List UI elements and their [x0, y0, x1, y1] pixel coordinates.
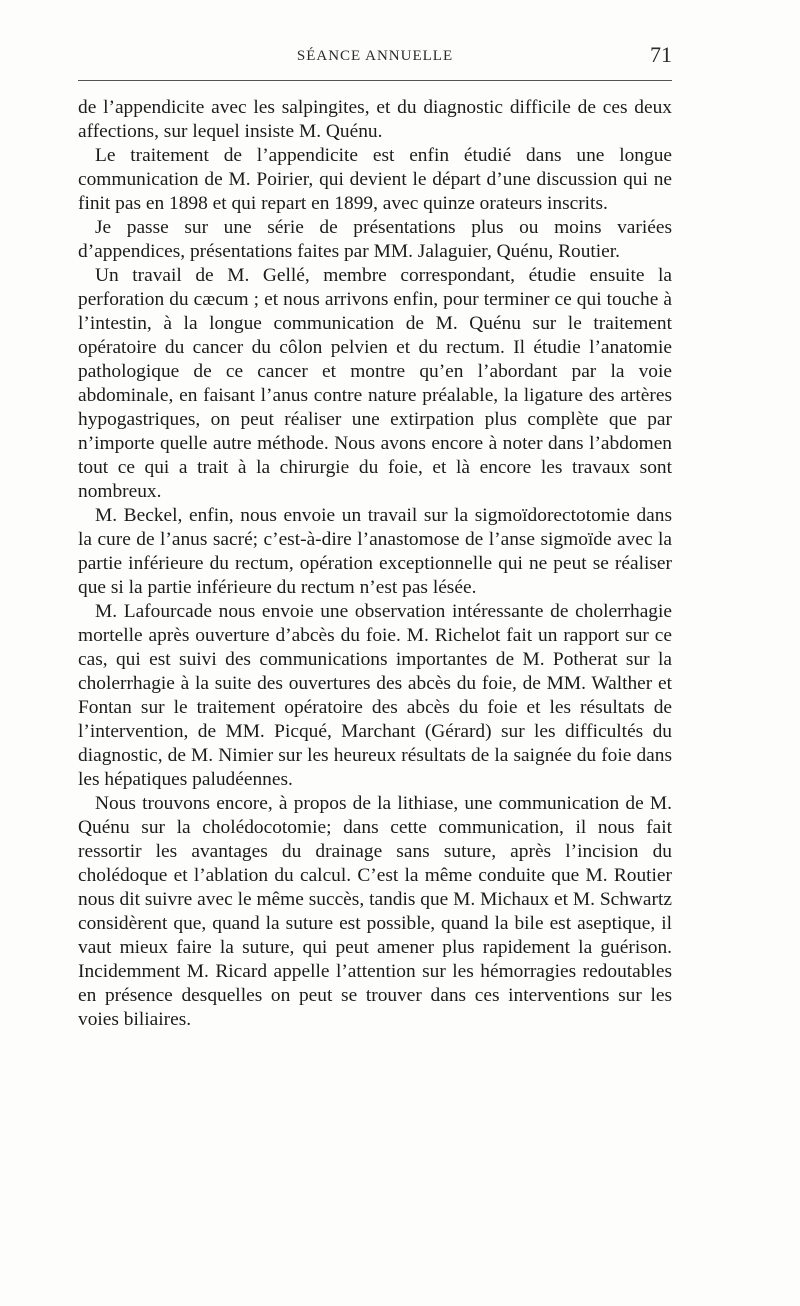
paragraph-1: de l’appendicite avec les salpingites, et du diagnostic difficile de ces deux affections, sur lequel insiste M. Quénu. [78, 97, 672, 142]
paragraph-3: Je passe sur une série de présentations plus ou moins variées d’appendices, présentations faites par MM. Jalaguier, Quénu, Routier. [78, 217, 672, 262]
paragraph-7: Nous trouvons encore, à propos de la lithiase, une communication de M. Quénu sur la cholédocotomie; dans cette communication, il nous fait ressortir les avantages du drainage sans suture, après l’incision du cholédoque et l’ablation du calcul. C’est la même conduite que M. Routier nous dit suivre avec le même succès, tandis que M. Michaux et M. Schwartz considèrent que, quand la suture est possible, quand la bile est aseptique, il vaut mieux faire la suture, qui peut amener plus rapidement la guérison. Incidemment M. Ricard appelle l’attention sur les hémorragies redoutables en présence desquelles on peut se trouver dans ces interventions sur les voies biliaires. [78, 793, 672, 1030]
page-number: 71 [650, 42, 672, 67]
header-rule [78, 80, 672, 81]
paragraph-5: M. Beckel, enfin, nous envoie un travail sur la sigmoïdorectotomie dans la cure de l’anus sacré; c’est-à-dire l’anastomose de l’anse sigmoïde avec la partie inférieure du rectum, opération exceptionnelle qui ne peut se réaliser que si la partie inférieure du rectum n’est pas lésée. [78, 505, 672, 598]
paragraph-6: M. Lafourcade nous envoie une observation intéressante de cholerrhagie mortelle après ouverture d’abcès du foie. M. Richelot fait un rapport sur ce cas, qui est suivi des communications importantes de M. Potherat sur la cholerrhagie à la suite des ouvertures des abcès du foie, de MM. Walther et Fontan sur le traitement opératoire des abcès du foie et les résultats de l’intervention, de MM. Picqué, Marchant (Gérard) sur les difficultés du diagnostic, de M. Nimier sur les heureux résultats de la saignée du foie dans les hépatiques paludéennes. [78, 601, 672, 790]
running-head: SÉANCE ANNUELLE [296, 48, 454, 64]
paragraph-2: Le traitement de l’appendicite est enfin étudié dans une longue communication de M. Poirier, qui devient le départ d’une discussion qui ne finit pas en 1898 et qui repart en 1899, avec quinze orateurs inscrits. [78, 145, 672, 214]
paragraph-4: Un travail de M. Gellé, membre correspondant, étudie ensuite la perforation du cæcum ; et nous arrivons enfin, pour terminer ce qui touche à l’intestin, à la longue communication de M. Quénu sur le traitement opératoire du cancer du côlon pelvien et du rectum. Il étudie l’anatomie pathologique de ce cancer et montre qu’en l’abordant par la voie abdominale, en faisant l’anus contre nature préalable, la ligature des artères hypogastriques, on peut réaliser une extirpation plus complète que par n’importe quelle autre méthode. Nous avons encore à noter dans l’abdomen tout ce qui a trait à la chirurgie du foie, et là encore les travaux sont nombreux. [78, 265, 672, 502]
body-text [78, 96, 672, 1032]
page-header [78, 40, 672, 70]
